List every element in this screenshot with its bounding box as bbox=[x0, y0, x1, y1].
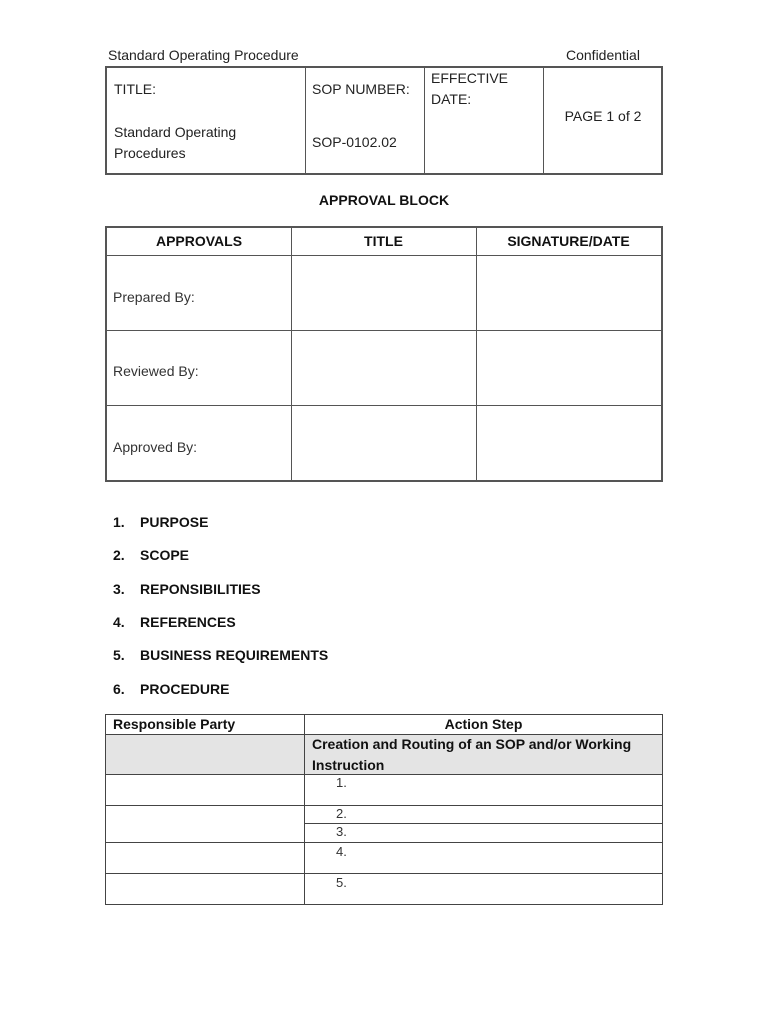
action-step-number: 3. bbox=[336, 824, 347, 839]
section-heading bbox=[113, 547, 189, 563]
title-label: TITLE: bbox=[114, 81, 157, 97]
approval-row-divider bbox=[107, 405, 661, 406]
sop-number-label: SOP NUMBER: bbox=[312, 81, 410, 97]
approval-col-divider bbox=[476, 228, 477, 480]
section-heading bbox=[113, 647, 328, 663]
procedure-subheading-line1: Creation and Routing of an SOP and/or Working bbox=[312, 736, 632, 752]
section-number: 6. bbox=[113, 681, 125, 697]
approval-row-divider bbox=[107, 330, 661, 331]
section-heading bbox=[113, 514, 208, 530]
header-divider bbox=[424, 68, 425, 173]
section-heading bbox=[113, 581, 261, 597]
approval-block-title: APPROVAL BLOCK bbox=[318, 192, 450, 208]
section-number: 4. bbox=[113, 614, 125, 630]
effective-date-label-line2: DATE: bbox=[431, 91, 472, 107]
approval-table bbox=[105, 226, 663, 482]
title-value-line2: Procedures bbox=[114, 145, 186, 161]
procedure-subheading-line2: Instruction bbox=[312, 757, 385, 773]
section-title: REPONSIBILITIES bbox=[140, 581, 261, 597]
procedure-row-divider bbox=[106, 805, 662, 806]
action-step-number: 1. bbox=[336, 775, 347, 790]
section-number: 2. bbox=[113, 547, 125, 563]
title-value-line1: Standard Operating bbox=[114, 124, 237, 140]
approval-col-divider bbox=[291, 228, 292, 480]
section-number: 3. bbox=[113, 581, 125, 597]
action-step-number: 5. bbox=[336, 875, 347, 890]
action-step-header: Action Step bbox=[444, 716, 523, 732]
approvals-column-header: APPROVALS bbox=[155, 233, 243, 249]
procedure-row-divider bbox=[106, 873, 662, 874]
prepared-by-label: Prepared By: bbox=[113, 289, 195, 305]
sop-header-table bbox=[105, 66, 663, 175]
section-heading bbox=[113, 681, 229, 697]
procedure-row-divider bbox=[106, 842, 662, 843]
signature-date-column-header: SIGNATURE/DATE bbox=[507, 233, 630, 249]
running-header-left: Standard Operating Procedure bbox=[108, 47, 299, 63]
section-title: PROCEDURE bbox=[140, 681, 230, 697]
section-title: PURPOSE bbox=[140, 514, 209, 530]
section-title: REFERENCES bbox=[140, 614, 236, 630]
procedure-table bbox=[105, 714, 663, 905]
action-step-number: 4. bbox=[336, 844, 347, 859]
section-number: 1. bbox=[113, 514, 125, 530]
procedure-col-divider bbox=[304, 715, 305, 904]
section-title: BUSINESS REQUIREMENTS bbox=[140, 647, 329, 663]
section-number: 5. bbox=[113, 647, 125, 663]
approved-by-label: Approved By: bbox=[113, 439, 198, 455]
page-number: PAGE 1 of 2 bbox=[564, 108, 642, 124]
section-title: SCOPE bbox=[140, 547, 190, 563]
effective-date-label-line1: EFFECTIVE bbox=[431, 70, 509, 86]
shaded-cell bbox=[106, 734, 304, 774]
reviewed-by-label: Reviewed By: bbox=[113, 363, 199, 379]
header-divider bbox=[305, 68, 306, 173]
procedure-row-divider bbox=[304, 823, 662, 824]
approval-row-divider bbox=[107, 255, 661, 256]
section-heading bbox=[113, 614, 236, 630]
running-header-right: Confidential bbox=[566, 47, 640, 63]
action-step-number: 2. bbox=[336, 806, 347, 821]
title-column-header: TITLE bbox=[364, 233, 403, 249]
sop-number-value: SOP-0102.02 bbox=[312, 134, 397, 150]
responsible-party-header: Responsible Party bbox=[113, 716, 236, 732]
